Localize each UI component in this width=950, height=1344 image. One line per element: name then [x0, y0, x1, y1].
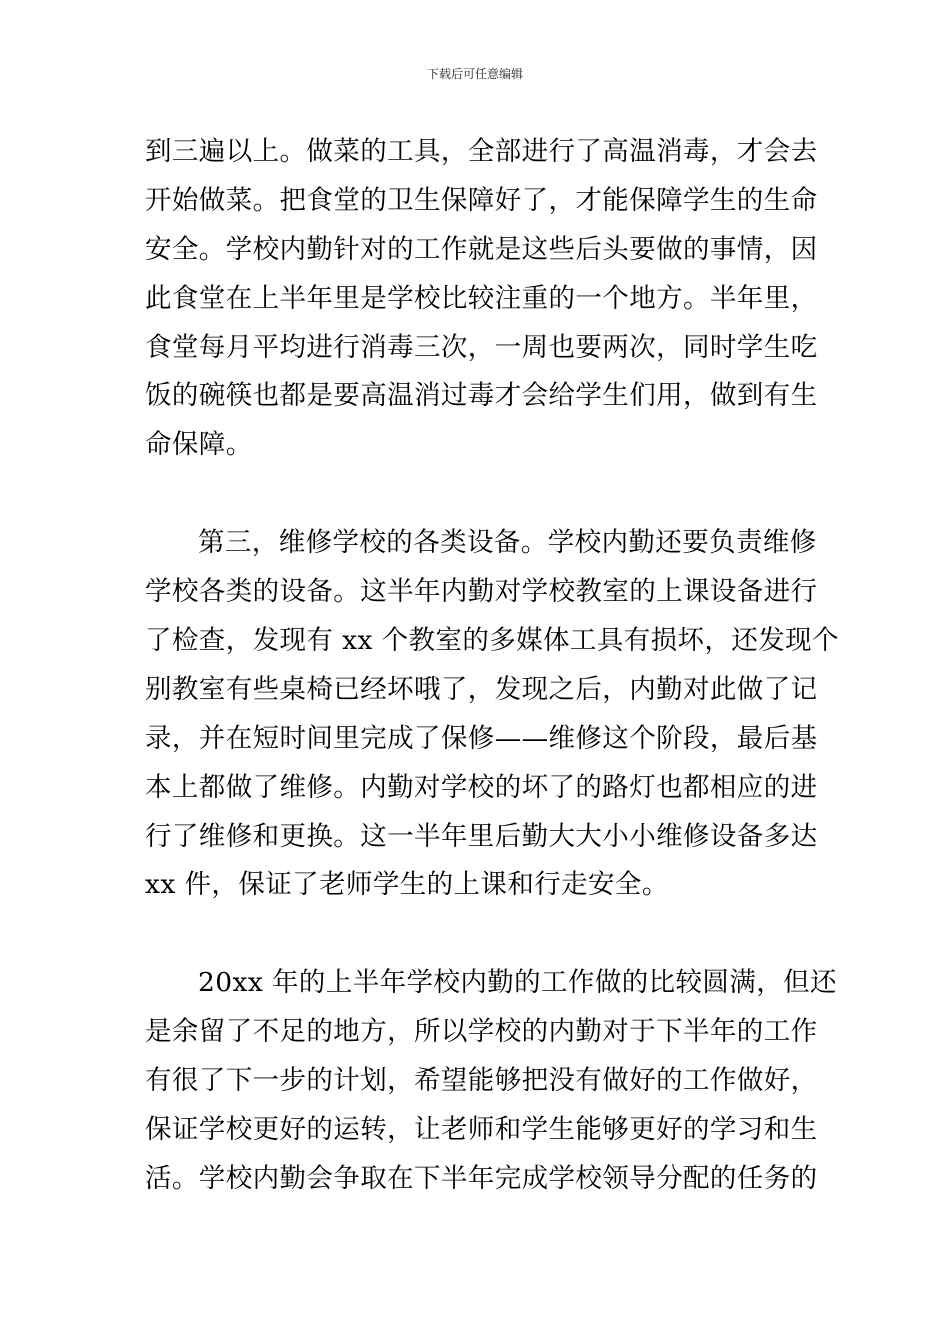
text-line: 保证学校更好的运转，让老师和学生能够更好的学习和生 [145, 1114, 818, 1146]
text-line: 行了维修和更换。这一半年里后勤大大小小维修设备多达 [145, 820, 818, 852]
text-line: 有很了下一步的计划，希望能够把没有做好的工作做好， [145, 1065, 818, 1097]
text-line: xx 件，保证了老师学生的上课和行走安全。 [145, 869, 669, 901]
paragraph-spacer [145, 910, 807, 959]
paragraph-1 [145, 128, 818, 470]
text-line: 食堂每月平均进行消毒三次，一周也要两次，同时学生吃 [145, 331, 818, 363]
paragraph-2 [145, 519, 839, 910]
text-line: 安全。学校内勤针对的工作就是这些后头要做的事情，因 [145, 233, 818, 265]
page-header: 下载后可任意编辑 [426, 67, 523, 81]
text-line: 活。学校内勤会争取在下半年完成学校领导分配的任务的 [145, 1162, 818, 1194]
text-line: 录，并在短时间里完成了保修——维修这个阶段，最后基 [145, 722, 818, 754]
text-line: 第三，维修学校的各类设备。学校内勤还要负责维修 [198, 527, 817, 559]
document-body [145, 128, 839, 1204]
text-line: 学校各类的设备。这半年内勤对学校教室的上课设备进行 [145, 576, 818, 608]
paragraph-3 [145, 959, 837, 1203]
text-line: 是余留了不足的地方，所以学校的内勤对于下半年的工作 [145, 1016, 818, 1048]
text-line: 命保障。 [145, 429, 253, 461]
paragraph-spacer [145, 470, 807, 519]
text-line: 此食堂在上半年里是学校比较注重的一个地方。半年里， [145, 282, 818, 314]
text-line: 了检查，发现有 xx 个教室的多媒体工具有损坏，还发现个 [145, 625, 839, 657]
text-line: 20xx 年的上半年学校内勤的工作做的比较圆满，但还 [198, 967, 837, 999]
text-line: 本上都做了维修。内勤对学校的坏了的路灯也都相应的进 [145, 771, 818, 803]
text-line: 饭的碗筷也都是要高温消过毒才会给学生们用，做到有生 [145, 380, 818, 412]
text-line: 开始做菜。把食堂的卫生保障好了，才能保障学生的生命 [145, 184, 818, 216]
text-line: 别教室有些桌椅已经坏哦了，发现之后，内勤对此做了记 [145, 673, 818, 705]
text-line: 到三遍以上。做菜的工具，全部进行了高温消毒，才会去 [145, 136, 818, 167]
